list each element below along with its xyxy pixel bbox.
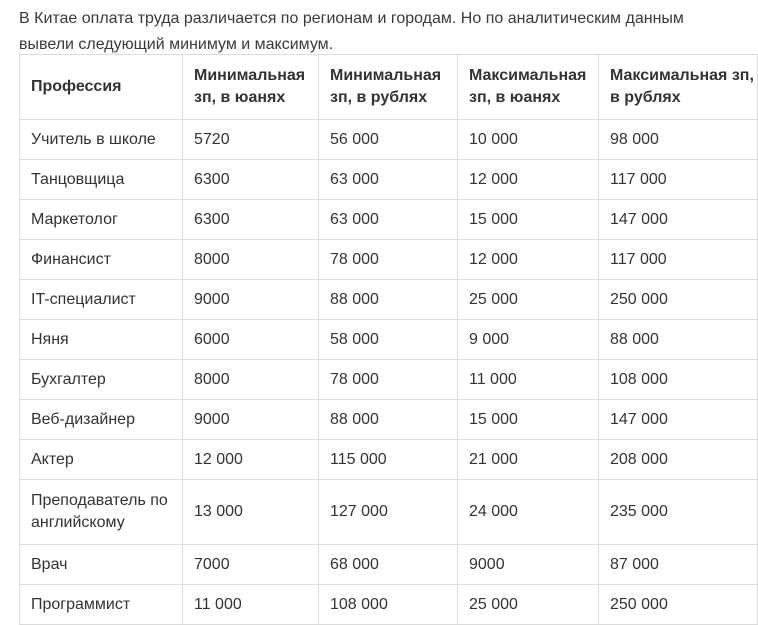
cell-min-yuan: 9000 — [183, 400, 319, 440]
cell-min-yuan: 11 000 — [183, 585, 319, 625]
cell-min-yuan: 13 000 — [183, 480, 319, 545]
table-row — [20, 545, 758, 585]
cell-min-yuan: 6300 — [183, 200, 319, 240]
table-row — [20, 240, 758, 280]
table-row — [20, 320, 758, 360]
cell-min-yuan: 5720 — [183, 120, 319, 160]
table-row — [20, 400, 758, 440]
cell-profession: Врач — [20, 545, 183, 585]
cell-min-yuan: 6000 — [183, 320, 319, 360]
cell-max-yuan: 12 000 — [458, 240, 599, 280]
cell-min-yuan: 9000 — [183, 280, 319, 320]
cell-min-rub: 88 000 — [319, 400, 458, 440]
cell-profession: Программист — [20, 585, 183, 625]
cell-max-yuan: 9000 — [458, 545, 599, 585]
cell-profession: Танцовщица — [20, 160, 183, 200]
cell-max-yuan: 11 000 — [458, 360, 599, 400]
intro-line-2: вывели следующий минимум и максимум. — [19, 36, 334, 53]
cell-min-rub: 78 000 — [319, 240, 458, 280]
table-row — [20, 200, 758, 240]
intro-line-1: В Китае оплата труда различается по регионам и городам. Но по аналитическим данным — [19, 10, 684, 27]
cell-max-rub: 117 000 — [599, 240, 758, 280]
table-row — [20, 480, 758, 545]
cell-max-yuan: 24 000 — [458, 480, 599, 545]
cell-min-rub: 127 000 — [319, 480, 458, 545]
cell-profession: Няня — [20, 320, 183, 360]
cell-max-rub: 147 000 — [599, 400, 758, 440]
cell-max-rub: 88 000 — [599, 320, 758, 360]
cell-max-yuan: 10 000 — [458, 120, 599, 160]
cell-profession: Актер — [20, 440, 183, 480]
cell-profession: Веб-дизайнер — [20, 400, 183, 440]
cell-min-yuan: 12 000 — [183, 440, 319, 480]
cell-min-rub: 58 000 — [319, 320, 458, 360]
table-header-row — [20, 55, 758, 120]
cell-max-yuan: 12 000 — [458, 160, 599, 200]
cell-max-rub: 235 000 — [599, 480, 758, 545]
cell-profession: Бухгалтер — [20, 360, 183, 400]
table-row — [20, 585, 758, 625]
cell-max-rub: 108 000 — [599, 360, 758, 400]
cell-max-rub: 250 000 — [599, 280, 758, 320]
cell-max-yuan: 15 000 — [458, 200, 599, 240]
cell-min-yuan: 8000 — [183, 240, 319, 280]
table-row — [20, 280, 758, 320]
cell-profession: Маркетолог — [20, 200, 183, 240]
cell-min-rub: 68 000 — [319, 545, 458, 585]
header-min-yuan: Минимальная зп, в юанях — [183, 55, 319, 120]
cell-min-yuan: 7000 — [183, 545, 319, 585]
cell-max-rub: 117 000 — [599, 160, 758, 200]
header-max-yuan: Максимальная зп, в юанях — [458, 55, 599, 120]
cell-min-rub: 115 000 — [319, 440, 458, 480]
table-row — [20, 160, 758, 200]
cell-min-rub: 56 000 — [319, 120, 458, 160]
cell-max-rub: 98 000 — [599, 120, 758, 160]
cell-min-rub: 63 000 — [319, 160, 458, 200]
cell-profession: Преподаватель по английскому — [20, 480, 183, 545]
salary-table — [19, 54, 758, 625]
salary-table-container[interactable] — [19, 54, 754, 613]
intro-text — [19, 6, 709, 58]
cell-min-yuan: 6300 — [183, 160, 319, 200]
table-row — [20, 120, 758, 160]
cell-min-yuan: 8000 — [183, 360, 319, 400]
cell-min-rub: 78 000 — [319, 360, 458, 400]
cell-profession: Финансист — [20, 240, 183, 280]
cell-max-rub: 250 000 — [599, 585, 758, 625]
cell-max-yuan: 25 000 — [458, 280, 599, 320]
cell-min-rub: 108 000 — [319, 585, 458, 625]
cell-min-rub: 63 000 — [319, 200, 458, 240]
header-min-rub: Минимальная зп, в рублях — [319, 55, 458, 120]
table-row — [20, 440, 758, 480]
cell-max-rub: 87 000 — [599, 545, 758, 585]
cell-profession: Учитель в школе — [20, 120, 183, 160]
header-profession: Профессия — [20, 55, 183, 120]
cell-max-rub: 208 000 — [599, 440, 758, 480]
cell-max-yuan: 25 000 — [458, 585, 599, 625]
cell-profession: IT-специалист — [20, 280, 183, 320]
header-max-rub: Максимальная зп, в рублях — [599, 55, 758, 120]
table-row — [20, 360, 758, 400]
cell-max-rub: 147 000 — [599, 200, 758, 240]
cell-min-rub: 88 000 — [319, 280, 458, 320]
cell-max-yuan: 15 000 — [458, 400, 599, 440]
cell-max-yuan: 21 000 — [458, 440, 599, 480]
cell-max-yuan: 9 000 — [458, 320, 599, 360]
